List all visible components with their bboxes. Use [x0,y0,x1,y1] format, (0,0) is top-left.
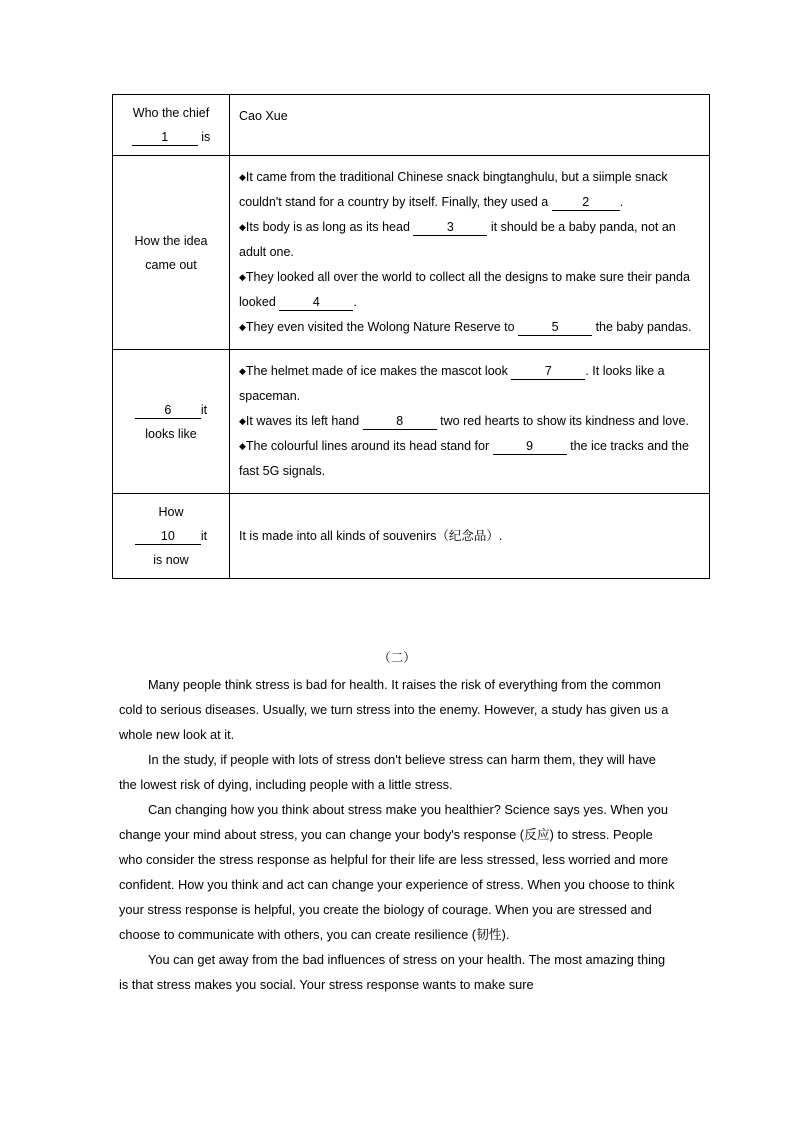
table-row [113,156,710,350]
row-content-looks-like [230,350,710,494]
label-suffix: it [200,402,208,417]
label-line-2 [117,125,225,149]
row-content-how-now [230,494,710,579]
label-line-3: is now [153,553,189,567]
bullet-text-post: two red hearts to show its kindness and love. [440,414,689,428]
mascot-summary-table [112,94,710,579]
diamond-bullet-icon: ◆ [239,172,246,182]
bullet-text-pre: Its body is as long as its head [245,220,410,234]
blank-9[interactable]: 9 [493,439,567,455]
bullet-text-pre: It came from the traditional Chinese snack bingtanghulu, but a siimple snack couldn't stand for a country by itself. Finally, they used a [239,170,668,209]
bullet-text-pre: The colourful lines around its head stand for [245,439,490,453]
row-label-looks-like [113,350,230,494]
blank-5[interactable]: 5 [518,320,592,336]
table-row [113,95,710,156]
label-suffix: is [201,130,211,144]
row-content-how-idea [230,156,710,350]
row-label-who-chief [113,95,230,156]
bullet-item [239,315,701,340]
label-line-1: How [158,505,184,519]
section-two-heading: （二） [378,651,416,665]
diamond-bullet-icon: ◆ [239,222,246,232]
label-suffix: it [200,529,208,543]
blank-3[interactable]: 3 [413,220,487,236]
bullet-text-post: . It looks like a spaceman. [239,364,665,403]
blank-7[interactable]: 7 [511,364,585,380]
label-line-1 [117,398,225,422]
blank-6[interactable]: 6 [135,403,201,419]
label-line-1: Who the chief [132,106,210,120]
diamond-bullet-icon: ◆ [239,416,246,426]
label-line-2: looks like [145,426,197,441]
row-label-how-idea [113,156,230,350]
bullet-item [239,359,701,409]
table-row [113,494,710,579]
bullet-text-pre: They looked all over the world to collect all the designs to make sure their panda looked [239,270,690,309]
blank-4[interactable]: 4 [279,295,353,311]
bullet-text-post: the ice tracks and the fast 5G signals. [239,439,689,478]
bullet-item [239,215,701,265]
label-line-2 [117,524,225,548]
content-text: It is made into all kinds of souvenirs（纪念品）. [239,528,503,543]
bullet-text-post: it should be a baby panda, not an adult one. [239,220,676,259]
passage-paragraph-2: In the study, if people with lots of stress don't believe stress can harm them, they will have the lowest risk of dying, including people with a little stress. [119,752,656,792]
bullet-text-post: . [619,195,624,209]
label-line-1: How the idea [134,233,208,248]
blank-10[interactable]: 10 [135,529,201,545]
passage-paragraph-1: Many people think stress is bad for health. It raises the risk of everything from the common cold to serious diseases. Usually, we turn stress into the enemy. However, a study has given us a whole new look at it. [119,677,669,742]
bullet-item [239,409,701,434]
row-content-who-chief [230,95,710,156]
table-row [113,350,710,494]
content-text: Cao Xue [239,109,288,123]
passage-paragraph-4: You can get away from the bad influences of stress on your health. The most amazing thing is that stress makes you social. Your stress response wants to make sure [119,952,666,992]
blank-8[interactable]: 8 [363,414,437,430]
diamond-bullet-icon: ◆ [239,366,246,376]
bullet-item [239,434,701,484]
passage-paragraph-3: Can changing how you think about stress make you healthier? Science says yes. When you change your mind about stress, you can change your body's response (反应) to stress. People who consider the stress response as helpful for their life are less stressed, less worried and more confident. How you think and act can change your experience of stress. When you choose to think your stress response is helpful, you create the biology of courage. When you are stressed and choose to communicate with others, you can create resilience (韧性). [119,802,675,942]
diamond-bullet-icon: ◆ [239,322,246,332]
row-label-how-now [113,494,230,579]
bullet-text-pre: They even visited the Wolong Nature Reserve to [245,320,515,334]
bullet-text-post: the baby pandas. [595,320,692,334]
blank-1[interactable]: 1 [132,130,198,146]
bullet-text-post: . [353,295,357,309]
bullet-text-pre: The helmet made of ice makes the mascot look [245,364,508,378]
bullet-text-pre: It waves its left hand [245,414,360,428]
diamond-bullet-icon: ◆ [239,441,246,451]
diamond-bullet-icon: ◆ [239,272,246,282]
blank-2[interactable]: 2 [552,195,620,211]
reading-passage [119,672,675,997]
bullet-item [239,265,701,315]
bullet-item [239,165,701,215]
label-line-2: came out [145,257,197,272]
